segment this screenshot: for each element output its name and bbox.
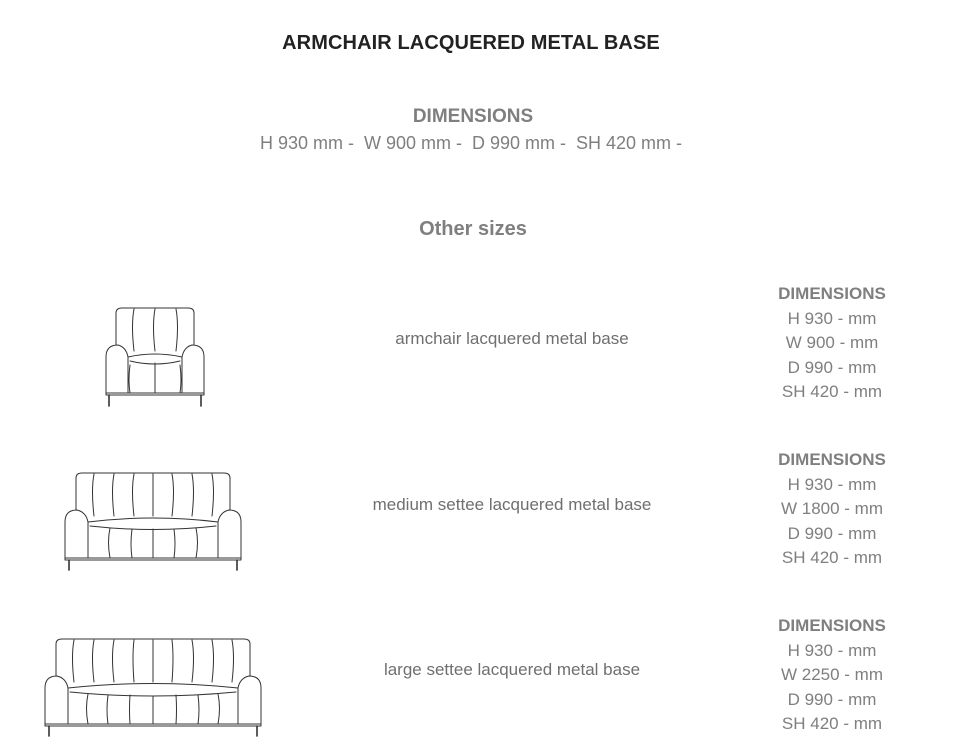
depth-value: D 990 - mm (787, 689, 877, 709)
dimensions-line: H 930 mm - W 900 mm - D 990 mm - SH 420 mm - (259, 133, 683, 153)
seat-height-value: SH 420 - mm (781, 714, 883, 733)
other-sizes-heading: Other sizes (419, 218, 527, 240)
seat-height-value: SH 420 - mm (781, 548, 883, 567)
dimensions-armchair (762, 282, 902, 405)
height-value: H 930 - mm (787, 474, 877, 494)
dimensions-heading: DIMENSIONS (412, 106, 534, 127)
dimensions-heading: DIMENSIONS (778, 616, 886, 635)
product-name-large-settee: large settee lacquered metal base (383, 660, 641, 679)
dimensions-heading: DIMENSIONS (778, 284, 886, 303)
large-settee-icon (40, 636, 266, 742)
medium-settee-icon (60, 470, 246, 574)
width-value: W 1800 - mm (780, 499, 884, 518)
dimensions-heading: DIMENSIONS (778, 450, 886, 469)
width-value: W 900 - mm (785, 333, 879, 352)
height-value: H 930 - mm (787, 640, 877, 660)
dimensions-large-settee (762, 614, 902, 737)
armchair-icon (100, 305, 210, 411)
page-title: ARMCHAIR LACQUERED METAL BASE (282, 32, 660, 54)
dimensions-medium-settee (762, 448, 902, 571)
width-value: W 2250 - mm (780, 665, 884, 684)
product-name-medium-settee: medium settee lacquered metal base (372, 495, 652, 514)
depth-value: D 990 - mm (787, 523, 877, 543)
product-name-armchair: armchair lacquered metal base (395, 329, 629, 348)
depth-value: D 990 - mm (787, 357, 877, 377)
seat-height-value: SH 420 - mm (781, 382, 883, 401)
height-value: H 930 - mm (787, 308, 877, 328)
